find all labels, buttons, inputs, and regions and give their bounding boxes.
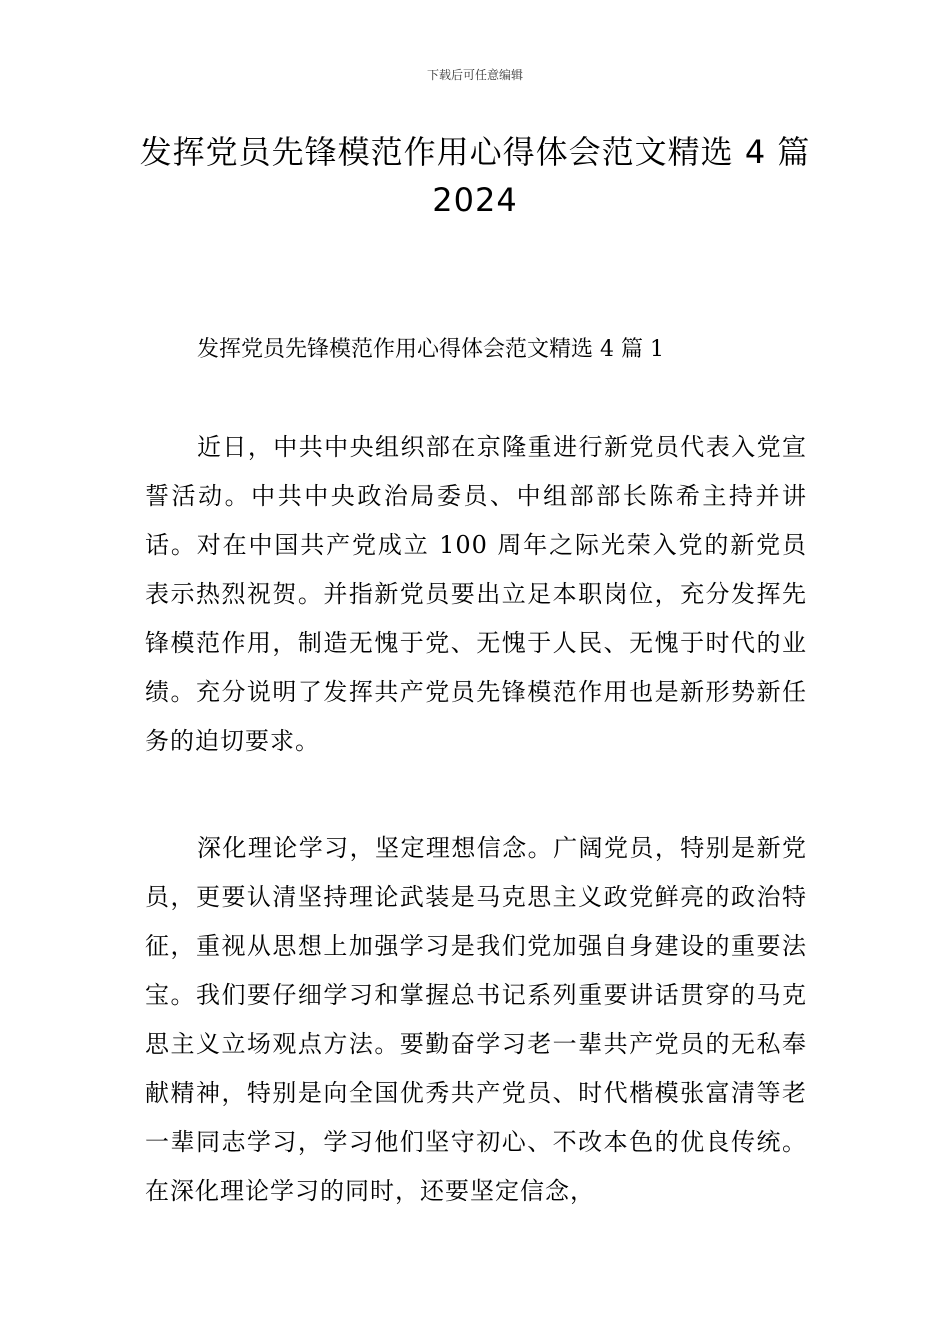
header-note: 下载后可任意编辑 — [426, 68, 523, 82]
body-paragraph-1: 近日，中共中央组织部在京隆重进行新党员代表入党宣誓活动。中共中央政治局委员、中组部部长陈希主持并讲话。对在中国共产党成立 100 周年之际光荣入党的新党员表示热烈祝贺。并指新党员要出立足本职岗位，充分发挥先锋模范作用，制造无愧于党、无愧于人民、无愧于时代的业绩。充分说明了发挥共产党员先锋模范作用也是新形势新任务的迫切要求。 — [145, 433, 807, 755]
document-title: 发挥党员先锋模范作用心得体会范文精选 4 篇 2024 — [139, 133, 811, 219]
section-heading: 发挥党员先锋模范作用心得体会范文精选 4 篇 1 — [197, 337, 664, 362]
body-paragraph-2: 深化理论学习，坚定理想信念。广阔党员，特别是新党员，更要认清坚持理论武装是马克思主义政党鲜亮的政治特征，重视从思想上加强学习是我们党加强自身建设的重要法宝。我们要仔细学习和掌握总书记系列重要讲话贯穿的马克思主义立场观点方法。要勤奋学习老一辈共产党员的无私奉献精神，特别是向全国优秀共产党员、时代楷模张富清等老一辈同志学习，学习他们坚守初心、不改本色的优良传统。在深化理论学习的同时，还要坚定信念， — [145, 834, 807, 1205]
